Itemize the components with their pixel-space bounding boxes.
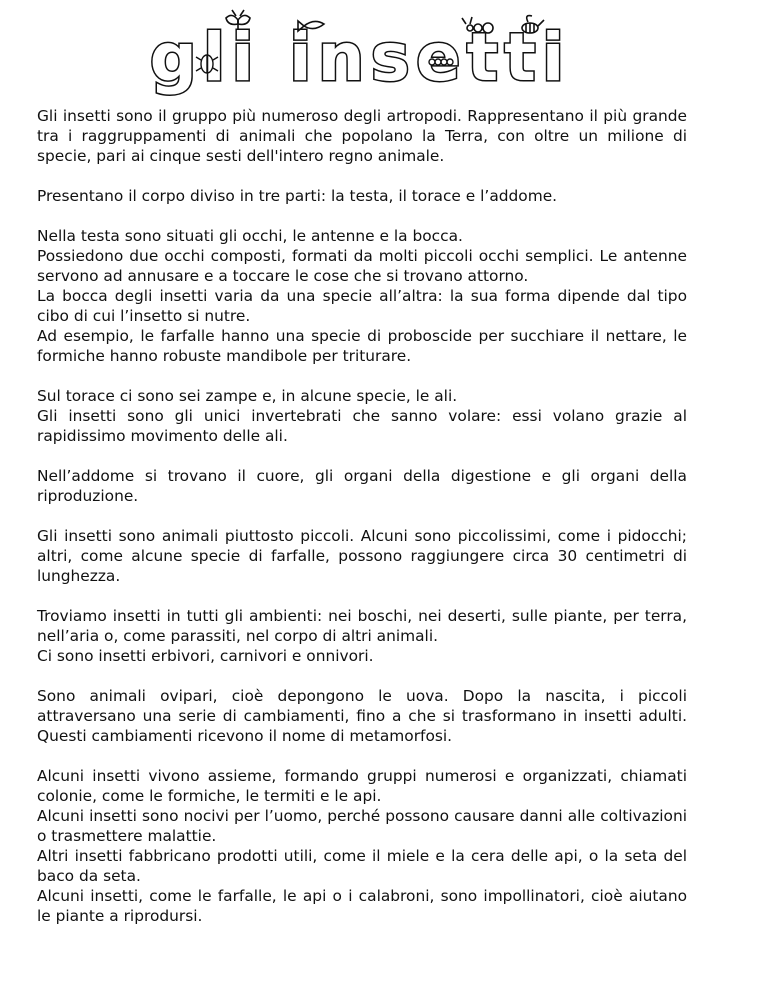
paragraph-line: Alcuni insetti vivono assieme, formando gruppi numerosi e organizzati, chiamati colonie, come le formiche, le termiti e le api.	[37, 767, 687, 805]
paragraph-line: Altri insetti fabbricano prodotti utili, come il miele e la cera delle api, o la seta del baco da seta.	[37, 847, 687, 885]
paragraph-line: Alcuni insetti sono nocivi per l’uomo, perché possono causare danni alle coltivazioni o trasmettere malattie.	[37, 807, 687, 845]
paragraph-line: Alcuni insetti, come le farfalle, le api o i calabroni, sono impollinatori, cioè aiutano le piante a riprodursi.	[37, 887, 687, 925]
paragraph-line: Presentano il corpo diviso in tre parti: la testa, il torace e l’addome.	[37, 187, 558, 205]
paragraph-line: Nell’addome si trovano il cuore, gli organi della digestione e gli organi della riproduzione.	[37, 467, 687, 505]
paragraph-body-parts	[37, 186, 687, 206]
paragraph-habitat	[37, 606, 687, 666]
paragraph-thorax	[37, 386, 687, 446]
article-body	[37, 106, 687, 946]
paragraph-line: Nella testa sono situati gli occhi, le antenne e la bocca.	[37, 227, 463, 245]
paragraph-line: Ad esempio, le farfalle hanno una specie di proboscide per succhiare il nettare, le formiche hanno robuste mandibole per triturare.	[37, 327, 687, 365]
paragraph-reproduction	[37, 686, 687, 746]
paragraph-size	[37, 526, 687, 586]
paragraph-line: Ci sono insetti erbivori, carnivori e onnivori.	[37, 647, 374, 665]
paragraph-line: Possiedono due occhi composti, formati da molti piccoli occhi semplici. Le antenne servono ad annusare e a toccare le cose che si trovano attorno.	[37, 247, 687, 285]
paragraph-abdomen	[37, 466, 687, 506]
paragraph-line: Troviamo insetti in tutti gli ambienti: nei boschi, nei deserti, sulle piante, per terra, nell’aria o, come parassiti, nel corpo di altri animali.	[37, 607, 687, 645]
paragraph-line: La bocca degli insetti varia da una specie all’altra: la sua forma dipende dal tipo cibo di cui l’insetto si nutre.	[37, 287, 687, 325]
paragraph-line: Sul torace ci sono sei zampe e, in alcune specie, le ali.	[37, 387, 458, 405]
paragraph-line: Sono animali ovipari, cioè depongono le uova. Dopo la nascita, i piccoli attraversano una serie di cambiamenti, fino a che si trasformano in insetti adulti. Questi cambiamenti ricevono il nome di metamorfosi.	[37, 687, 687, 745]
paragraph-line: Gli insetti sono il gruppo più numeroso degli artropodi. Rappresentano il più grande tra i raggruppamenti di animali che popolano la Terra, con oltre un milione di specie, pari ai cinque sesti dell'intero regno animale.	[37, 107, 687, 165]
paragraph-colonies	[37, 766, 687, 926]
page-title	[0, 6, 768, 98]
paragraph-head	[37, 226, 687, 366]
paragraph-intro	[37, 106, 687, 166]
paragraph-line: Gli insetti sono gli unici invertebrati che sanno volare: essi volano grazie al rapidissimo movimento delle ali.	[37, 407, 687, 445]
paragraph-line: Gli insetti sono animali piuttosto piccoli. Alcuni sono piccolissimi, come i pidocchi; altri, come alcune specie di farfalle, possono raggiungere circa 30 centimetri di lunghezza.	[37, 527, 687, 585]
title-text: gli insetti	[149, 19, 571, 96]
